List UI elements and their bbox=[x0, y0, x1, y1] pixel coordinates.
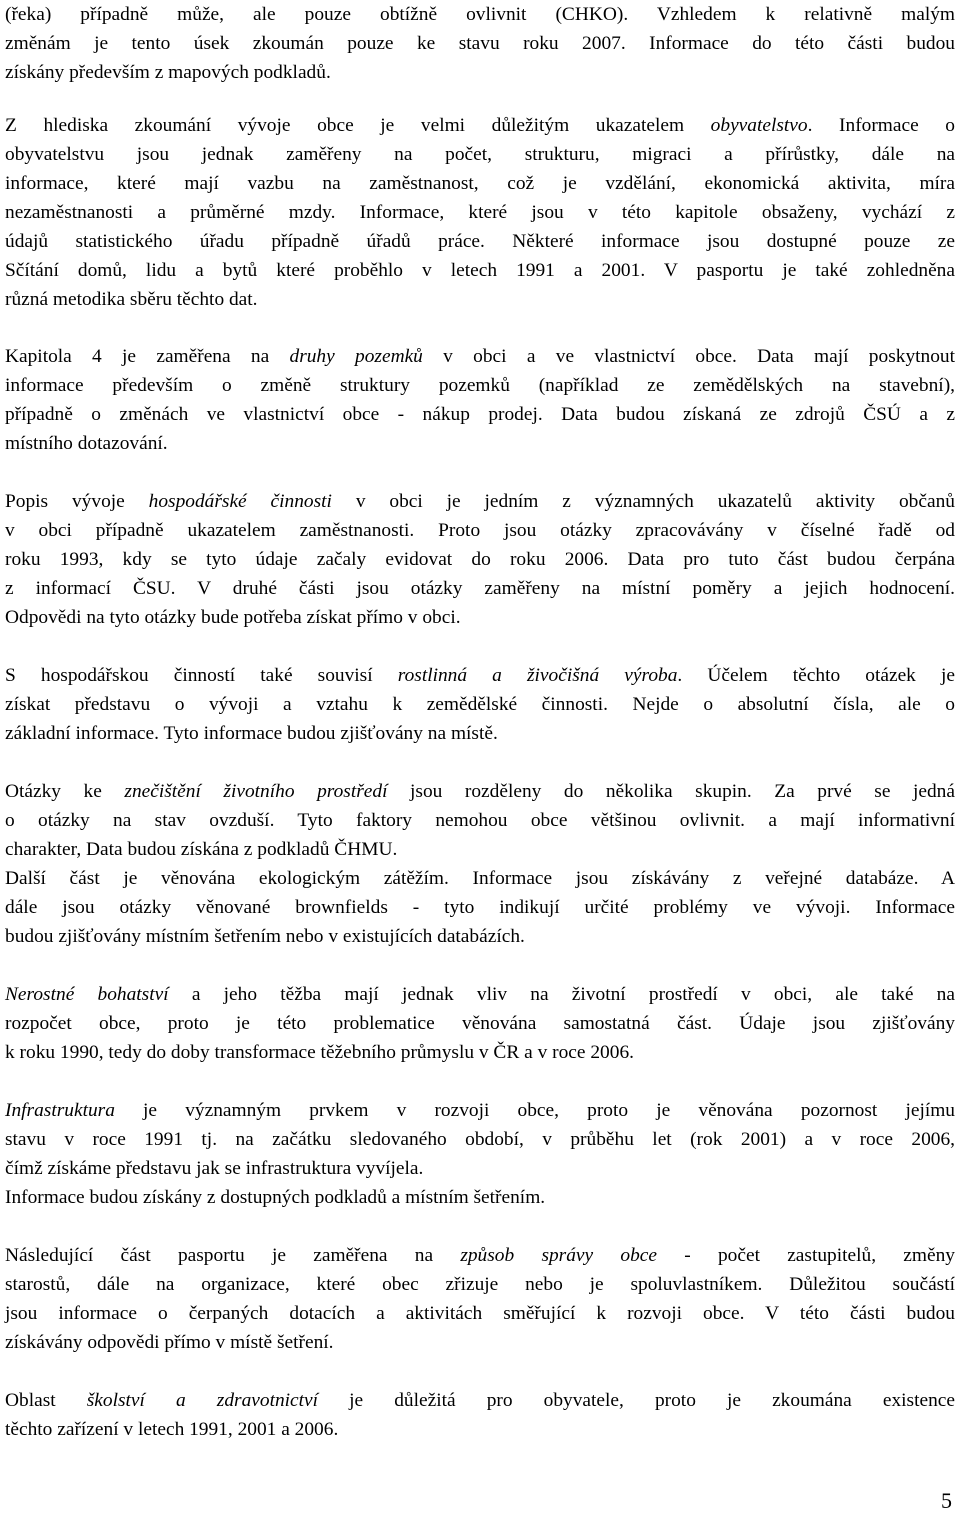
text-line bbox=[5, 545, 955, 574]
text-segment: S hospodářskou činností také souvisí bbox=[5, 665, 398, 686]
text-line bbox=[5, 574, 955, 603]
text-line bbox=[5, 1096, 955, 1125]
text-segment: z informací ČSU. V druhé části jsou otázky zaměřeny na místní poměry a jejich hodnocení. bbox=[5, 578, 955, 599]
text-segment: je důležitá pro obyvatele, proto je zkoumána existence bbox=[318, 1390, 955, 1411]
text-segment: o otázky na stav ovzduší. Tyto faktory nemohou obce většinou ovlivnit. a mají informativní bbox=[5, 810, 955, 831]
paragraph bbox=[5, 111, 955, 314]
text-line bbox=[5, 1038, 955, 1067]
italic-term: hospodářské činnosti bbox=[148, 491, 332, 512]
text-segment: je významným prvkem v rozvoji obce, proto je věnována pozornost jejímu bbox=[114, 1100, 955, 1121]
italic-term: obyvatelstvo bbox=[710, 115, 808, 136]
text-segment: Odpovědi na tyto otázky bude potřeba získat přímo v obci. bbox=[5, 607, 461, 628]
paragraph bbox=[5, 661, 955, 748]
text-line bbox=[5, 0, 955, 29]
text-segment: základní informace. Tyto informace budou zjišťovány na místě. bbox=[5, 723, 498, 744]
text-segment: obyvatelstvu jsou jednak zaměřeny na počet, strukturu, migraci a přírůstky, dále na bbox=[5, 144, 955, 165]
text-line bbox=[5, 1009, 955, 1038]
text-segment: informace, které mají vazbu na zaměstnanost, což je vzdělání, ekonomická aktivita, míra bbox=[5, 173, 955, 194]
italic-term: znečištění životního prostředí bbox=[124, 781, 388, 802]
paragraph bbox=[5, 777, 955, 951]
text-segment: stavu v roce 1991 tj. na začátku sledovaného období, v průběhu let (rok 2001) a v roce 2006, bbox=[5, 1129, 955, 1150]
italic-term: Infrastruktura bbox=[5, 1100, 115, 1121]
text-segment: změnám je tento úsek zkoumán pouze ke stavu roku 2007. Informace do této části budou bbox=[5, 33, 955, 54]
text-line bbox=[5, 285, 955, 314]
text-segment: získávány odpovědi přímo v místě šetření. bbox=[5, 1332, 334, 1353]
text-line bbox=[5, 1270, 955, 1299]
text-line bbox=[5, 400, 955, 429]
text-segment: starostů, dále na organizace, které obec zřizuje nebo je spoluvlastníkem. Důležitou součástí bbox=[5, 1274, 955, 1295]
text-segment: údajů statistického úřadu případně úřadů práce. Některé informace jsou dostupné pouze ze bbox=[5, 231, 955, 252]
text-line bbox=[5, 140, 955, 169]
text-line bbox=[5, 1183, 955, 1212]
text-segment: Popis vývoje bbox=[5, 491, 149, 512]
text-segment: Další část je věnována ekologickým zátěžím. Informace jsou získávány z veřejné databáze. A bbox=[5, 868, 955, 889]
text-segment: jsou rozděleny do několika skupin. Za prvé se jedná bbox=[387, 781, 955, 802]
text-line bbox=[5, 1154, 955, 1183]
text-segment: v obci a ve vlastnictví obce. Data mají poskytnout bbox=[422, 346, 955, 367]
italic-term: rostlinná a živočišná výroba bbox=[397, 665, 678, 686]
paragraph bbox=[5, 980, 955, 1067]
text-segment: čímž získáme představu jak se infrastruktura vyvíjela. bbox=[5, 1158, 424, 1179]
text-segment: případně o změnách ve vlastnictví obce - nákup prodej. Data budou získaná ze zdrojů ČSÚ a z bbox=[5, 404, 955, 425]
text-segment: - počet zastupitelů, změny bbox=[657, 1245, 955, 1266]
text-segment: . Účelem těchto otázek je bbox=[677, 665, 955, 686]
text-segment: . Informace o bbox=[807, 115, 955, 136]
page-number: 5 bbox=[941, 1488, 952, 1513]
text-segment: Z hlediska zkoumání vývoje obce je velmi důležitým ukazatelem bbox=[5, 115, 711, 136]
text-segment: a jeho těžba mají jednak vliv na životní prostředí v obci, ale také na bbox=[168, 984, 955, 1005]
text-line bbox=[5, 893, 955, 922]
text-segment: k roku 1990, tedy do doby transformace těžebního průmyslu v ČR a v roce 2006. bbox=[5, 1042, 634, 1063]
text-segment: budou zjišťovány místním šetřením nebo v existujících databázích. bbox=[5, 926, 525, 947]
text-line bbox=[5, 603, 955, 632]
text-line bbox=[5, 487, 955, 516]
text-segment: v obci je jedním z významných ukazatelů aktivity občanů bbox=[331, 491, 955, 512]
text-segment: (řeka) případně může, ale pouze obtížně ovlivnit (CHKO). Vzhledem k relativně malým bbox=[5, 4, 955, 25]
text-line bbox=[5, 516, 955, 545]
paragraph bbox=[5, 0, 955, 87]
text-segment: informace především o změně struktury pozemků (například ze zemědělských na stavební), bbox=[5, 375, 955, 396]
text-line bbox=[5, 342, 955, 371]
text-line bbox=[5, 1125, 955, 1154]
text-line bbox=[5, 198, 955, 227]
text-segment: v obci případně ukazatelem zaměstnanosti. Proto jsou otázky zpracovávány v číselné řadě od bbox=[5, 520, 955, 541]
paragraph bbox=[5, 1386, 955, 1444]
text-line bbox=[5, 1386, 955, 1415]
text-line bbox=[5, 980, 955, 1009]
text-segment: charakter, Data budou získána z podkladů ČHMU. bbox=[5, 839, 398, 860]
text-line bbox=[5, 864, 955, 893]
text-segment: Kapitola 4 je zaměřena na bbox=[5, 346, 290, 367]
text-segment: jsou informace o čerpaných dotacích a aktivitách směřující k rozvoji obce. V této části budou bbox=[5, 1303, 955, 1324]
text-segment: Oblast bbox=[5, 1390, 87, 1411]
text-segment: nezaměstnanosti a průměrné mzdy. Informace, které jsou v této kapitole obsaženy, vychází z bbox=[5, 202, 955, 223]
text-line bbox=[5, 29, 955, 58]
text-line bbox=[5, 429, 955, 458]
text-line bbox=[5, 227, 955, 256]
text-line bbox=[5, 1241, 955, 1270]
italic-term: druhy pozemků bbox=[289, 346, 423, 367]
text-segment: těchto zařízení v letech 1991, 2001 a 2006. bbox=[5, 1419, 339, 1440]
text-segment: získat představu o vývoji a vztahu k zemědělské činnosti. Nejde o absolutní čísla, ale o bbox=[5, 694, 955, 715]
text-segment: dále jsou otázky věnované brownfields - tyto indikují určité problémy ve vývoji. Informace bbox=[5, 897, 955, 918]
text-line bbox=[5, 1299, 955, 1328]
text-line bbox=[5, 777, 955, 806]
text-segment: různá metodika sběru těchto dat. bbox=[5, 289, 258, 310]
text-segment: Informace budou získány z dostupných podkladů a místním šetřením. bbox=[5, 1187, 546, 1208]
text-line bbox=[5, 719, 955, 748]
italic-term: školství a zdravotnictví bbox=[86, 1390, 319, 1411]
text-line bbox=[5, 169, 955, 198]
text-segment: roku 1993, kdy se tyto údaje začaly evidovat do roku 2006. Data pro tuto část budou čerpána bbox=[5, 549, 955, 570]
text-line bbox=[5, 690, 955, 719]
text-line bbox=[5, 111, 955, 140]
paragraph bbox=[5, 342, 955, 458]
text-segment: Sčítání domů, lidu a bytů které proběhlo v letech 1991 a 2001. V pasportu je také zohledněna bbox=[5, 260, 955, 281]
text-line bbox=[5, 922, 955, 951]
text-line bbox=[5, 1415, 955, 1444]
text-segment: rozpočet obce, proto je této problematice věnována samostatná část. Údaje jsou zjišťovány bbox=[5, 1013, 955, 1034]
text-line bbox=[5, 256, 955, 285]
text-line bbox=[5, 371, 955, 400]
italic-term: způsob správy obce bbox=[460, 1245, 657, 1266]
paragraph bbox=[5, 1096, 955, 1212]
text-segment: místního dotazování. bbox=[5, 433, 168, 454]
paragraph bbox=[5, 487, 955, 632]
text-line bbox=[5, 806, 955, 835]
italic-term: Nerostné bohatství bbox=[5, 984, 169, 1005]
text-line bbox=[5, 58, 955, 87]
text-line bbox=[5, 661, 955, 690]
text-segment: Následující část pasportu je zaměřena na bbox=[5, 1245, 461, 1266]
text-segment: získány především z mapových podkladů. bbox=[5, 62, 331, 83]
text-line bbox=[5, 1328, 955, 1357]
text-segment: Otázky ke bbox=[5, 781, 125, 802]
paragraph bbox=[5, 1241, 955, 1357]
text-line bbox=[5, 835, 955, 864]
